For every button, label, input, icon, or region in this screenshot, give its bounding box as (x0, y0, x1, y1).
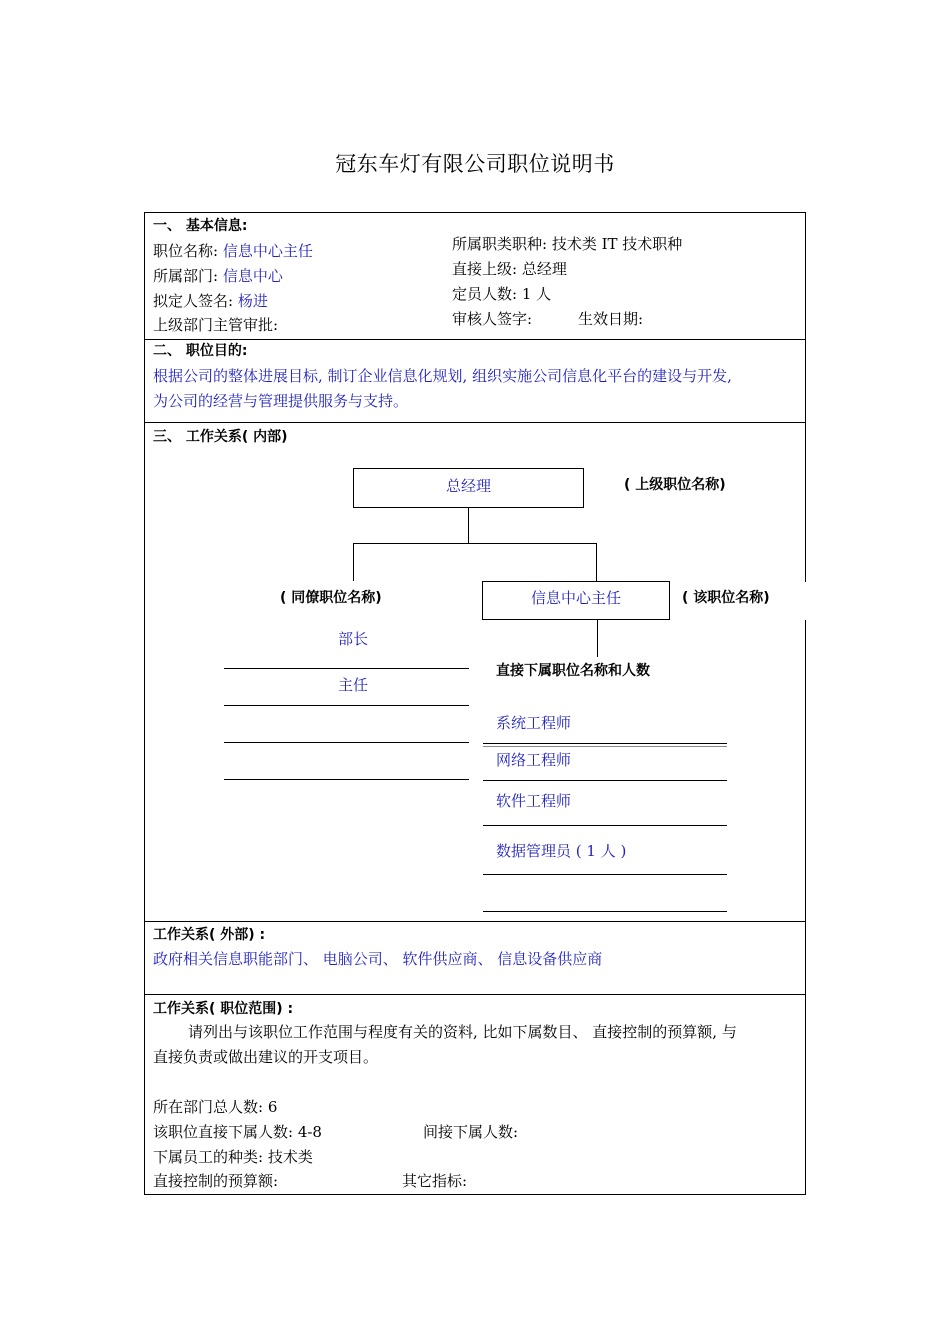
budget-control: 直接控制的预算额: (153, 1172, 279, 1190)
subordinate-item: 软件工程师 (496, 792, 572, 810)
peer-underline (224, 668, 469, 669)
supervisor-approval: 上级部门主管审批: (153, 316, 279, 334)
subordinate-heading: 直接下属职位名称和人数 (496, 663, 650, 679)
basic-info-section (144, 212, 806, 340)
connector-line (597, 619, 598, 657)
job-category: 所属职类职种: 技术类 IT 技术职种 (452, 235, 683, 253)
peer-underline (224, 705, 469, 706)
subordinate-underline (483, 746, 727, 747)
direct-superior: 直接上级: 总经理 (452, 260, 567, 278)
subordinate-underline (483, 874, 727, 875)
scope-intro-line-2: 直接负责或做出建议的开支项目。 (153, 1048, 379, 1066)
subordinate-item: 网络工程师 (496, 751, 572, 769)
basic-info-heading: 一、 基本信息: (153, 218, 248, 234)
connector-line (468, 507, 469, 543)
peer-underline (224, 742, 469, 743)
indirect-reports: 间接下属人数: (423, 1123, 519, 1141)
connector-line (353, 543, 354, 581)
reviewer-signature: 审核人签字: (452, 310, 533, 328)
position-name-value: 信息中心主任 (222, 242, 313, 260)
subordinate-underline (483, 911, 727, 912)
external-relations-content: 政府相关信息职能部门、 电脑公司、 软件供应商、 信息设备供应商 (153, 950, 603, 968)
subordinate-item: 数据管理员 ( 1 人 ) (496, 842, 627, 860)
self-position-label: 信息中心主任 (530, 589, 621, 607)
department-value: 信息中心 (222, 267, 283, 285)
peer-item: 主任 (338, 676, 369, 694)
subordinate-underline (483, 743, 727, 744)
drafter-label: 拟定人签名: (153, 292, 238, 310)
purpose-line-1: 根据公司的整体进展目标, 制订企业信息化规划, 组织实施公司信息化平台的建设与开发, (153, 367, 732, 385)
scope-heading: 工作关系( 职位范围) : (153, 1001, 294, 1017)
self-note: ( 该职位名称) (682, 590, 770, 606)
superior-box (353, 468, 584, 508)
department-row (153, 267, 283, 285)
superior-note: ( 上级职位名称) (624, 477, 726, 493)
peer-item: 部长 (338, 630, 369, 648)
document-title: 冠东车灯有限公司职位说明书 (335, 152, 615, 176)
connector-line (596, 543, 597, 582)
peer-underline (224, 779, 469, 780)
effective-date: 生效日期: (578, 310, 644, 328)
position-name-label: 职位名称: (153, 242, 223, 260)
connector-line (353, 543, 597, 544)
subordinate-item: 系统工程师 (496, 714, 572, 732)
staff-type: 下属员工的种类: 技术类 (153, 1148, 313, 1166)
subordinate-underline (483, 780, 727, 781)
external-relations-heading: 工作关系( 外部) : (153, 927, 266, 943)
peer-note: ( 同僚职位名称) (280, 590, 382, 606)
other-indicators: 其它指标: (402, 1172, 468, 1190)
border-gap (803, 582, 808, 620)
direct-reports: 该职位直接下属人数: 4-8 (153, 1123, 322, 1141)
self-position-box (482, 581, 670, 620)
external-relations-section (144, 921, 806, 995)
purpose-line-2: 为公司的经营与管理提供服务与支持。 (153, 392, 409, 410)
position-name-row (153, 242, 313, 260)
superior-box-label: 总经理 (445, 477, 491, 495)
purpose-heading: 二、 职位目的: (153, 343, 248, 359)
scope-intro-line-1: 请列出与该职位工作范围与程度有关的资料, 比如下属数目、 直接控制的预算额, 与 (188, 1023, 737, 1041)
drafter-value: 杨进 (237, 292, 268, 310)
subordinate-underline (483, 825, 727, 826)
department-label: 所属部门: (153, 267, 223, 285)
scope-section (144, 994, 806, 1195)
drafter-row (153, 292, 268, 310)
internal-relations-heading: 三、 工作关系( 内部) (153, 429, 288, 445)
purpose-section (144, 339, 806, 423)
headcount: 定员人数: 1 人 (452, 285, 552, 303)
department-total: 所在部门总人数: 6 (153, 1098, 278, 1116)
